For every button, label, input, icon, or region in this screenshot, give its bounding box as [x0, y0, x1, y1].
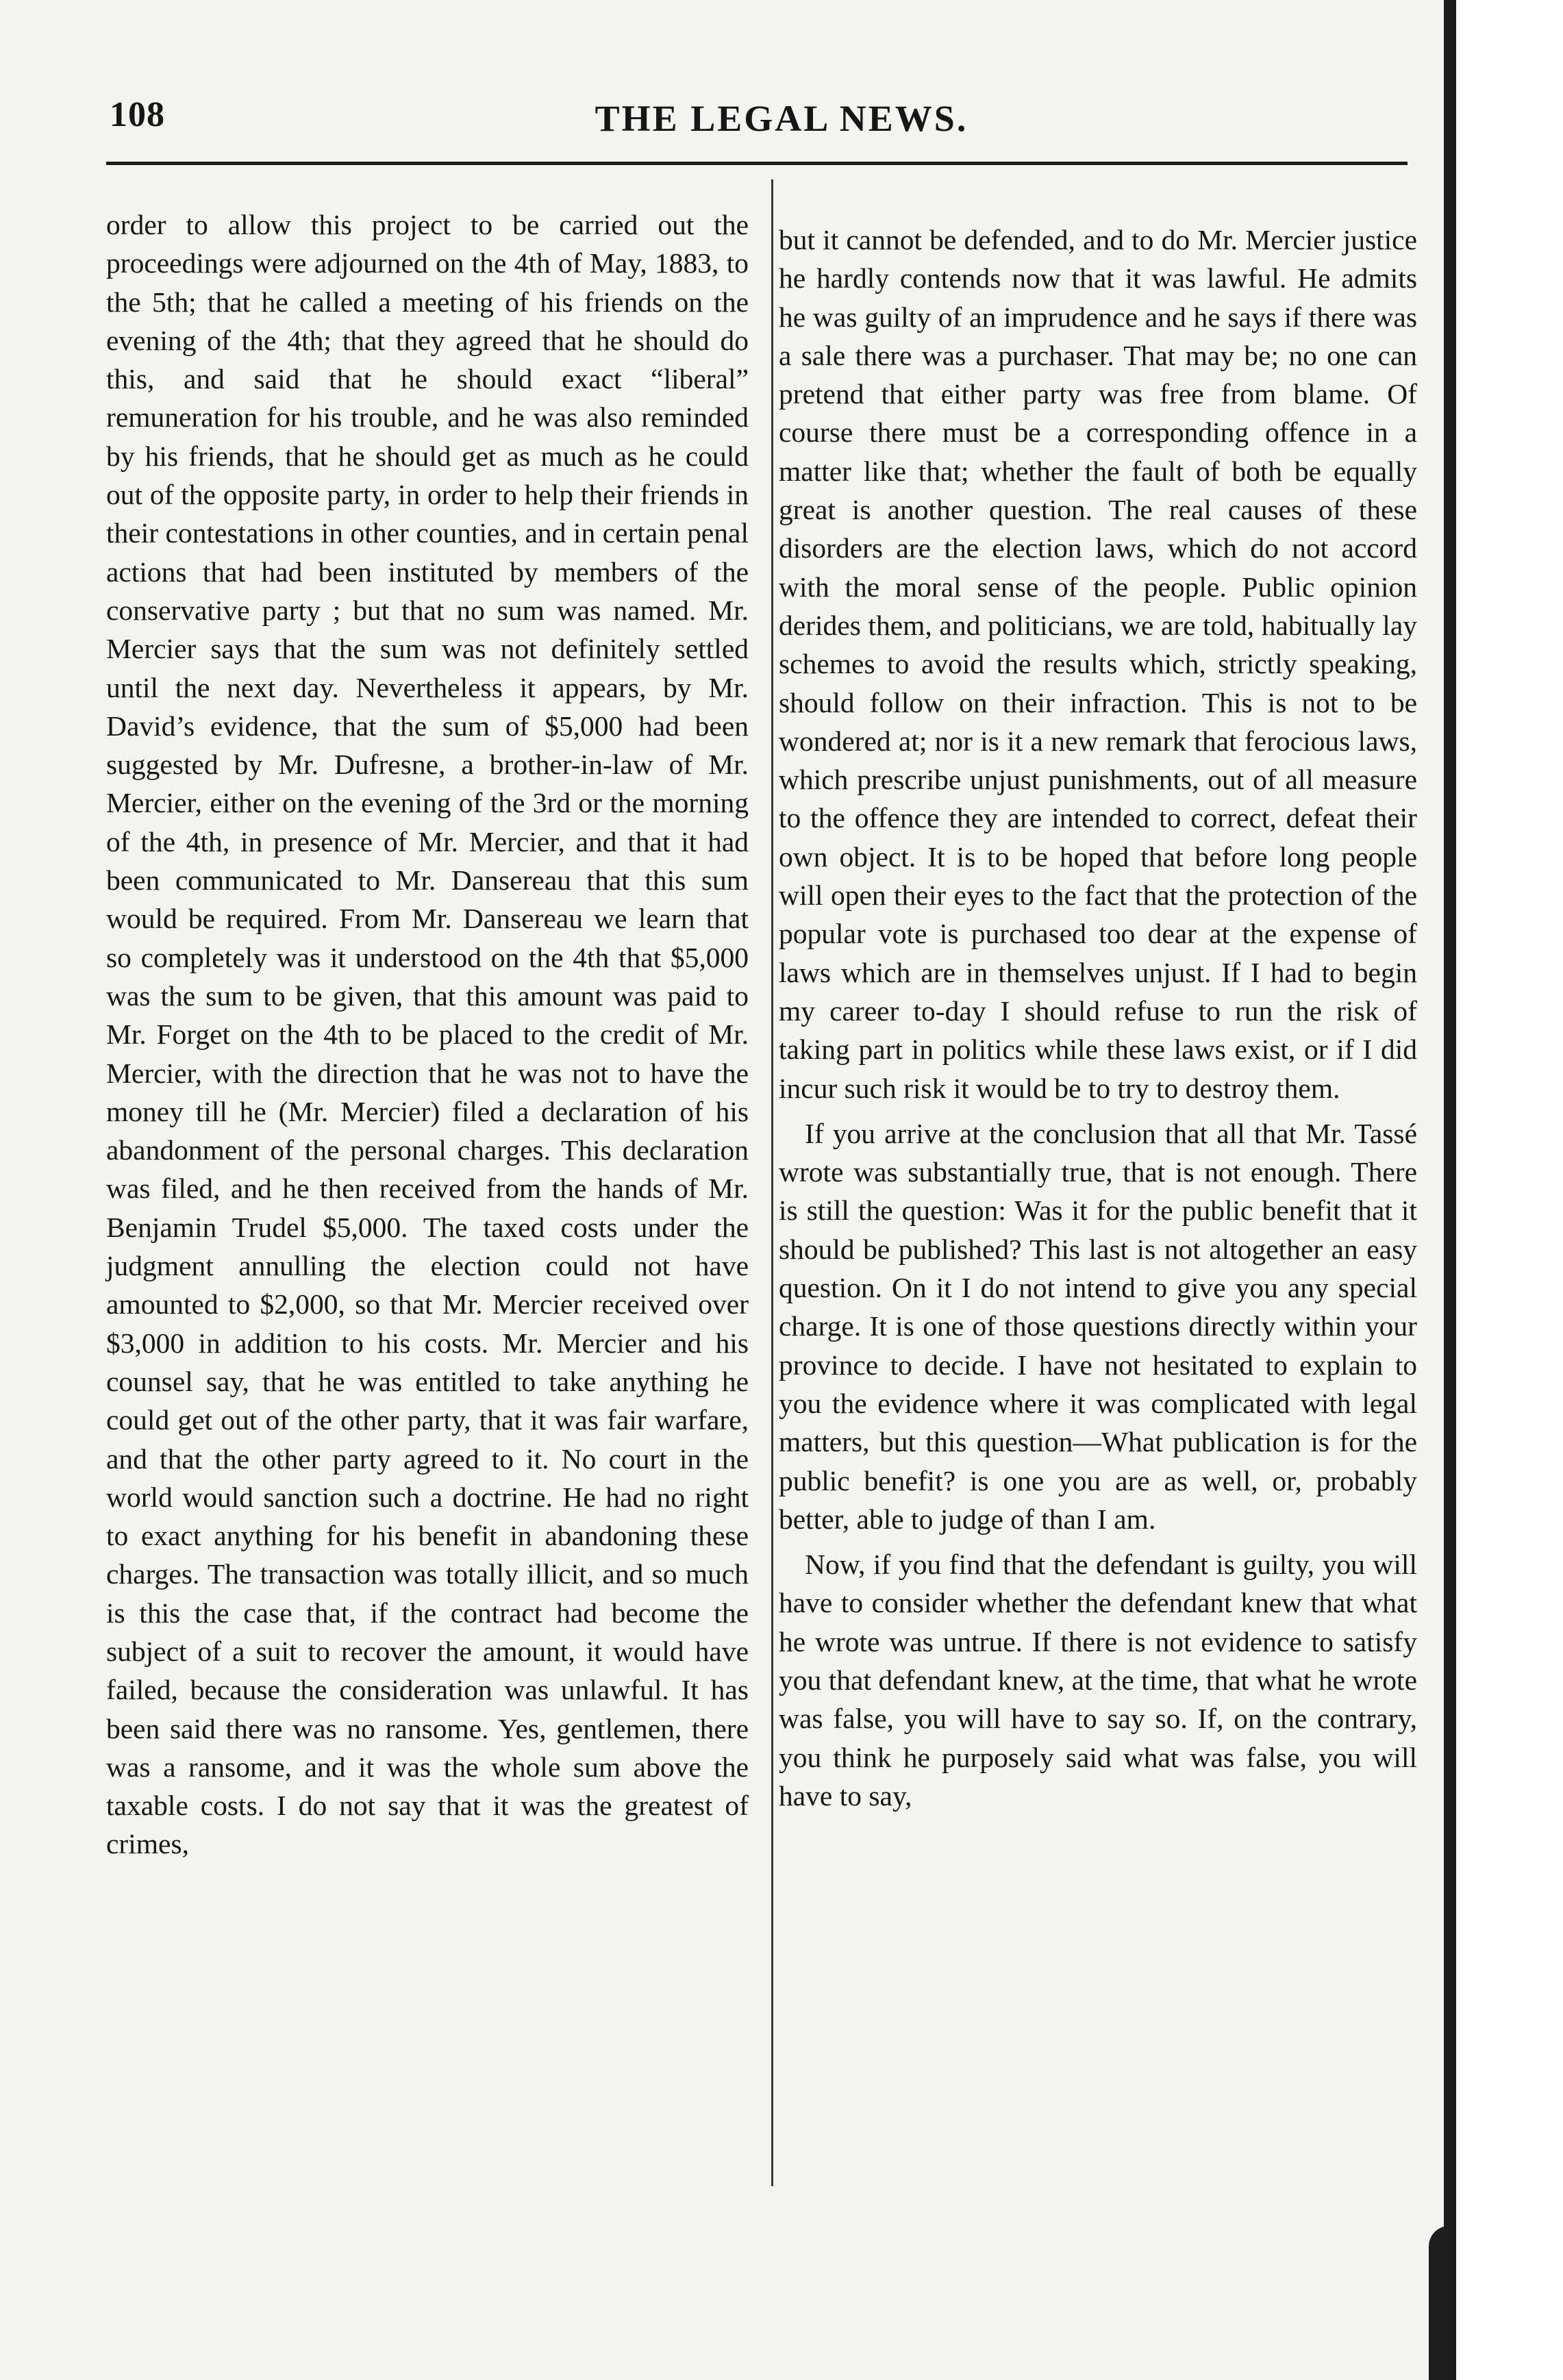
header-rule	[106, 162, 1408, 165]
page-number: 108	[110, 95, 165, 134]
right-column	[779, 221, 1417, 1815]
page-margin-outside	[1456, 0, 1563, 2380]
left-column	[106, 205, 749, 1864]
ink-blot	[1429, 2226, 1456, 2380]
right-column-paragraph-1: but it cannot be defended, and to do Mr. Mercier justice he hardly contends now that it was lawful. He admits he was guilty of an imprudence and he says if there was a sale there was a purchaser. That may be; no one can pretend that either party was free from blame. Of course there must be a corresponding offence in a matter like that; whether the fault of both be equally great is another question. The real causes of these disorders are the election laws, which do not accord with the moral sense of the people. Public opinion derides them, and politicians, we are told, habitually lay schemes to avoid the results which, strictly speaking, should follow on their infraction. This is not to be wondered at; nor is it a new remark that ferocious laws, which prescribe unjust punishments, out of all measure to the offence they are intended to correct, defeat their own object. It is to be hoped that before long people will open their eyes to the fact that the protection of the popular vote is purchased too dear at the expense of laws which are in themselves unjust. If I had to begin my career to-day I should refuse to run the risk of taking part in politics while these laws exist, or if I did incur such risk it would be to try to destroy them.	[779, 224, 1417, 1104]
running-title: THE LEGAL NEWS.	[595, 98, 968, 139]
left-column-paragraph: order to allow this project to be carried out the proceedings were adjourned on the 4th of May, 1883, to the 5th; that he called a meeting of his friends on the evening of the 4th; that they agreed that he should do this, and said that he should exact “liberal” remuneration for his trouble, and he was also reminded by his friends, that he should get as much as he could out of the opposite party, in order to help their friends in their contestations in other counties, and in certain penal actions that had been instituted by members of the conservative party ; but that no sum was named. Mr. Mercier says that the sum was not definitely settled until the next day. Nevertheless it appears, by Mr. David’s evidence, that the sum of $5,000 had been suggested by Mr. Dufresne, a brother-in-law of Mr. Mercier, either on the evening of the 3rd or the morning of the 4th, in presence of Mr. Mercier, and that it had been communicated to Mr. Dansereau that this sum would be required. From Mr. Dansereau we learn that so completely was it understood on the 4th that $5,000 was the sum to be given, that this amount was paid to Mr. Forget on the 4th to be placed to the credit of Mr. Mercier, with the direction that he was not to have the money till he (Mr. Mercier) filed a declaration of his abandonment of the personal charges. This declaration was filed, and he then received from the hands of Mr. Benjamin Trudel $5,000. The taxed costs under the judgment annulling the election could not have amounted to $2,000, so that Mr. Mercier received over $3,000 in addition to his costs. Mr. Mercier and his counsel say, that he was entitled to take anything he could get out of the other party, that it was fair warfare, and that the other party agreed to it. No court in the world would sanction such a doctrine. He had no right to exact anything for his benefit in abandoning these charges. The transaction was totally illicit, and so much is this the case that, if the contract had become the subject of a suit to recover the amount, it would have failed, because the consideration was unlawful. It has been said there was no ransome. Yes, gentlemen, there was a ransome, and it was the whole sum above the taxable costs. I do not say that it was the greatest of crimes,	[106, 209, 749, 1860]
page-binding-edge	[1444, 0, 1456, 2380]
right-column-paragraph-2: If you arrive at the conclusion that all that Mr. Tassé wrote was substantially true, that is not enough. There is still the question: Was it for the public benefit that it should be published? This last is not altogether an easy question. On it I do not intend to give you any special charge. It is one of those questions directly within your province to decide. I have not hesitated to explain to you the evidence where it was complicated with legal matters, but this question—What publication is for the public benefit? is one you are as well, or, probably better, able to judge of than I am.	[779, 1117, 1417, 1535]
column-divider	[771, 179, 773, 2186]
right-column-paragraph-3: Now, if you find that the defendant is guilty, you will have to consider whether the defendant knew that what he wrote was untrue. If there is not evidence to satisfy you that defendant knew, at the time, that what he wrote was false, you will have to say so. If, on the contrary, you think he purposely said what was false, you will have to say,	[779, 1549, 1417, 1812]
